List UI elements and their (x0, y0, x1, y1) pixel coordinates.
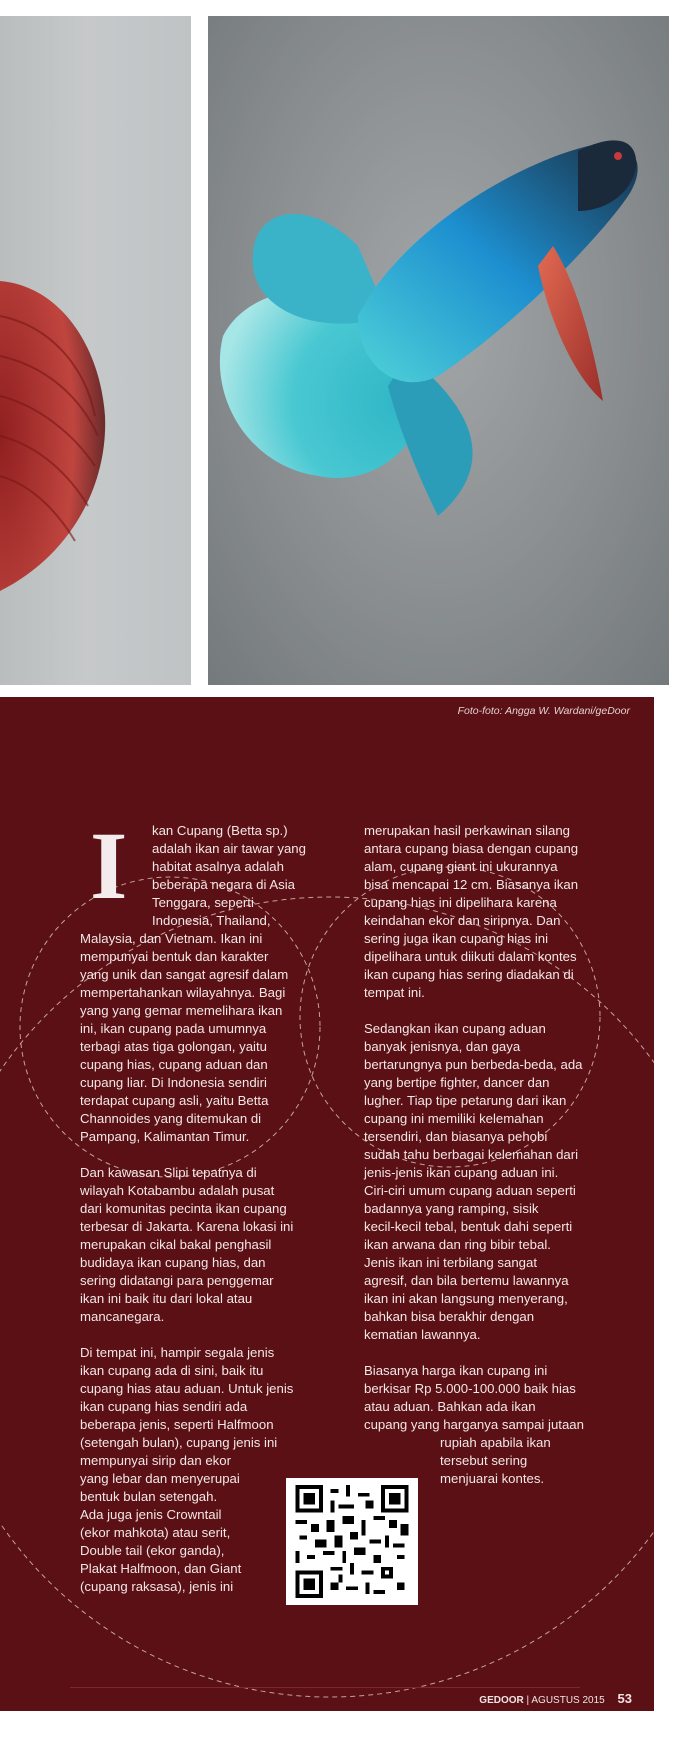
paragraph-1-line: terbagi atas tiga golongan, yaitu (80, 1039, 267, 1054)
issue-date: AGUSTUS 2015 (531, 1695, 605, 1706)
paragraph-1-line: adalah ikan air tawar yang (152, 841, 306, 856)
paragraph-1-line: mempunyai bentuk dan karakter (80, 949, 269, 964)
paragraph-1-line: terdapat cupang asli, yaitu Betta (80, 1093, 269, 1108)
paragraph-1-line: yang yang gemar memelihara ikan (80, 1003, 283, 1018)
page-number: 53 (617, 1691, 632, 1706)
drop-cap: I (90, 812, 128, 919)
paragraph-1-line: mempertahankan wilayahnya. Bagi (80, 985, 286, 1000)
paragraph-3: Di tempat ini, hampir segala jenis ikan cupang ada di sini, baik itu cupang hias atau aduan. Untuk jenis ikan cupang hias sendiri ada beberapa jenis, seperti Halfmoon (setengah bulan), cupang jenis ini mempunyai sirip dan ekor yang lebar dan menyerupai bentuk bulan setengah. Ada juga jenis Crowntail (ekor mahkota) atau serit, Double tail (ekor ganda), Plakat Halfmoon, dan Giant (cupang raksasa), jenis ini (80, 1345, 294, 1594)
paragraph-1-line: beberapa negara di Asia (152, 877, 295, 892)
magazine-name: GEDOOR (479, 1695, 524, 1706)
footer-separator: | (526, 1695, 530, 1706)
photo-credit: Foto-foto: Angga W. Wardani/geDoor (457, 705, 630, 717)
article-column-2 (364, 822, 622, 1506)
paragraph-1-line: Pampang, Kalimantan Timur. (80, 1129, 250, 1144)
paragraph-4: merupakan hasil perkawinan silang antara cupang biasa dengan cupang alam, cupang giant ini ukurannya bisa mencapai 12 cm. Biasanya ikan cupang hias ini dipelihara karena keindahan ekor dan siripnya. Dan sering juga ikan cupang hias ini dipelihara untuk diikuti dalam kontes ikan cupang hias sering diadakan di tempat ini. (364, 823, 579, 1000)
paragraph-1-line: habitat asalnya adalah (152, 859, 284, 874)
paragraph-1-line: Malaysia, dan Vietnam. Ikan ini (80, 931, 263, 946)
qr-code-icon[interactable] (286, 1478, 418, 1605)
paragraph-1 (80, 812, 342, 1146)
paragraph-6: Biasanya harga ikan cupang ini berkisar Rp 5.000-100.000 baik hias atau aduan. Bahkan ada ikan cupang yang harganya sampai jutaan (364, 1363, 584, 1432)
paragraph-1-line: cupang liar. Di Indonesia sendiri (80, 1075, 267, 1090)
footer-divider (70, 1687, 580, 1688)
paragraph-1-line: yang unik dan sangat agresif dalam (80, 967, 289, 982)
paragraph-6-continued: rupiah apabila ikan tersebut sering menjuarai kontes. (440, 1435, 551, 1486)
page-footer (479, 1691, 632, 1706)
paragraph-1-line: cupang hias, cupang aduan dan (80, 1057, 268, 1072)
paragraph-1-line: Channoides yang ditemukan di (80, 1111, 262, 1126)
paragraph-1-line: kan Cupang (Betta sp.) (152, 823, 288, 838)
paragraph-5: Sedangkan ikan cupang aduan banyak jenisnya, dan gaya bertarungnya pun berbeda-beda, ada yang bertipe fighter, dancer dan lugher. Tiap tipe petarung dari ikan cupang ini memiliki kelemahan tersendiri, dan biasanya pehobi sudah tahu berbagai kelemahan dari jenis-jenis ikan cupang aduan ini. Ciri-ciri umum cupang aduan seperti badannya yang ramping, sisik kecil-kecil tebal, bentuk dahi seperti ikan arwana dan ring bibir tebal. Jenis ikan ini terbilang sangat agresif, dan bila bertemu lawannya ikan ini akan langsung menyerang, bahkan bisa berakhir dengan kematian lawannya. (364, 1021, 583, 1342)
photo-red-betta (0, 16, 191, 685)
paragraph-1-line: Tenggara, seperti (152, 895, 254, 910)
photo-blue-betta (208, 16, 669, 685)
paragraph-2: Dan kawasan Slipi tepatnya di wilayah Kotabambu adalah pusat dari komunitas pecinta ikan cupang terbesar di Jakarta. Karena lokasi ini merupakan cikal bakal penghasil budidaya ikan cupang hias, dan sering didatangi para penggemar ikan ini baik itu dari lokal atau mancanegara. (80, 1165, 294, 1324)
article-panel (0, 697, 654, 1711)
paragraph-1-line: ini, ikan cupang pada umumnya (80, 1021, 267, 1036)
paragraph-1-line: Indonesia, Thailand, (152, 913, 271, 928)
